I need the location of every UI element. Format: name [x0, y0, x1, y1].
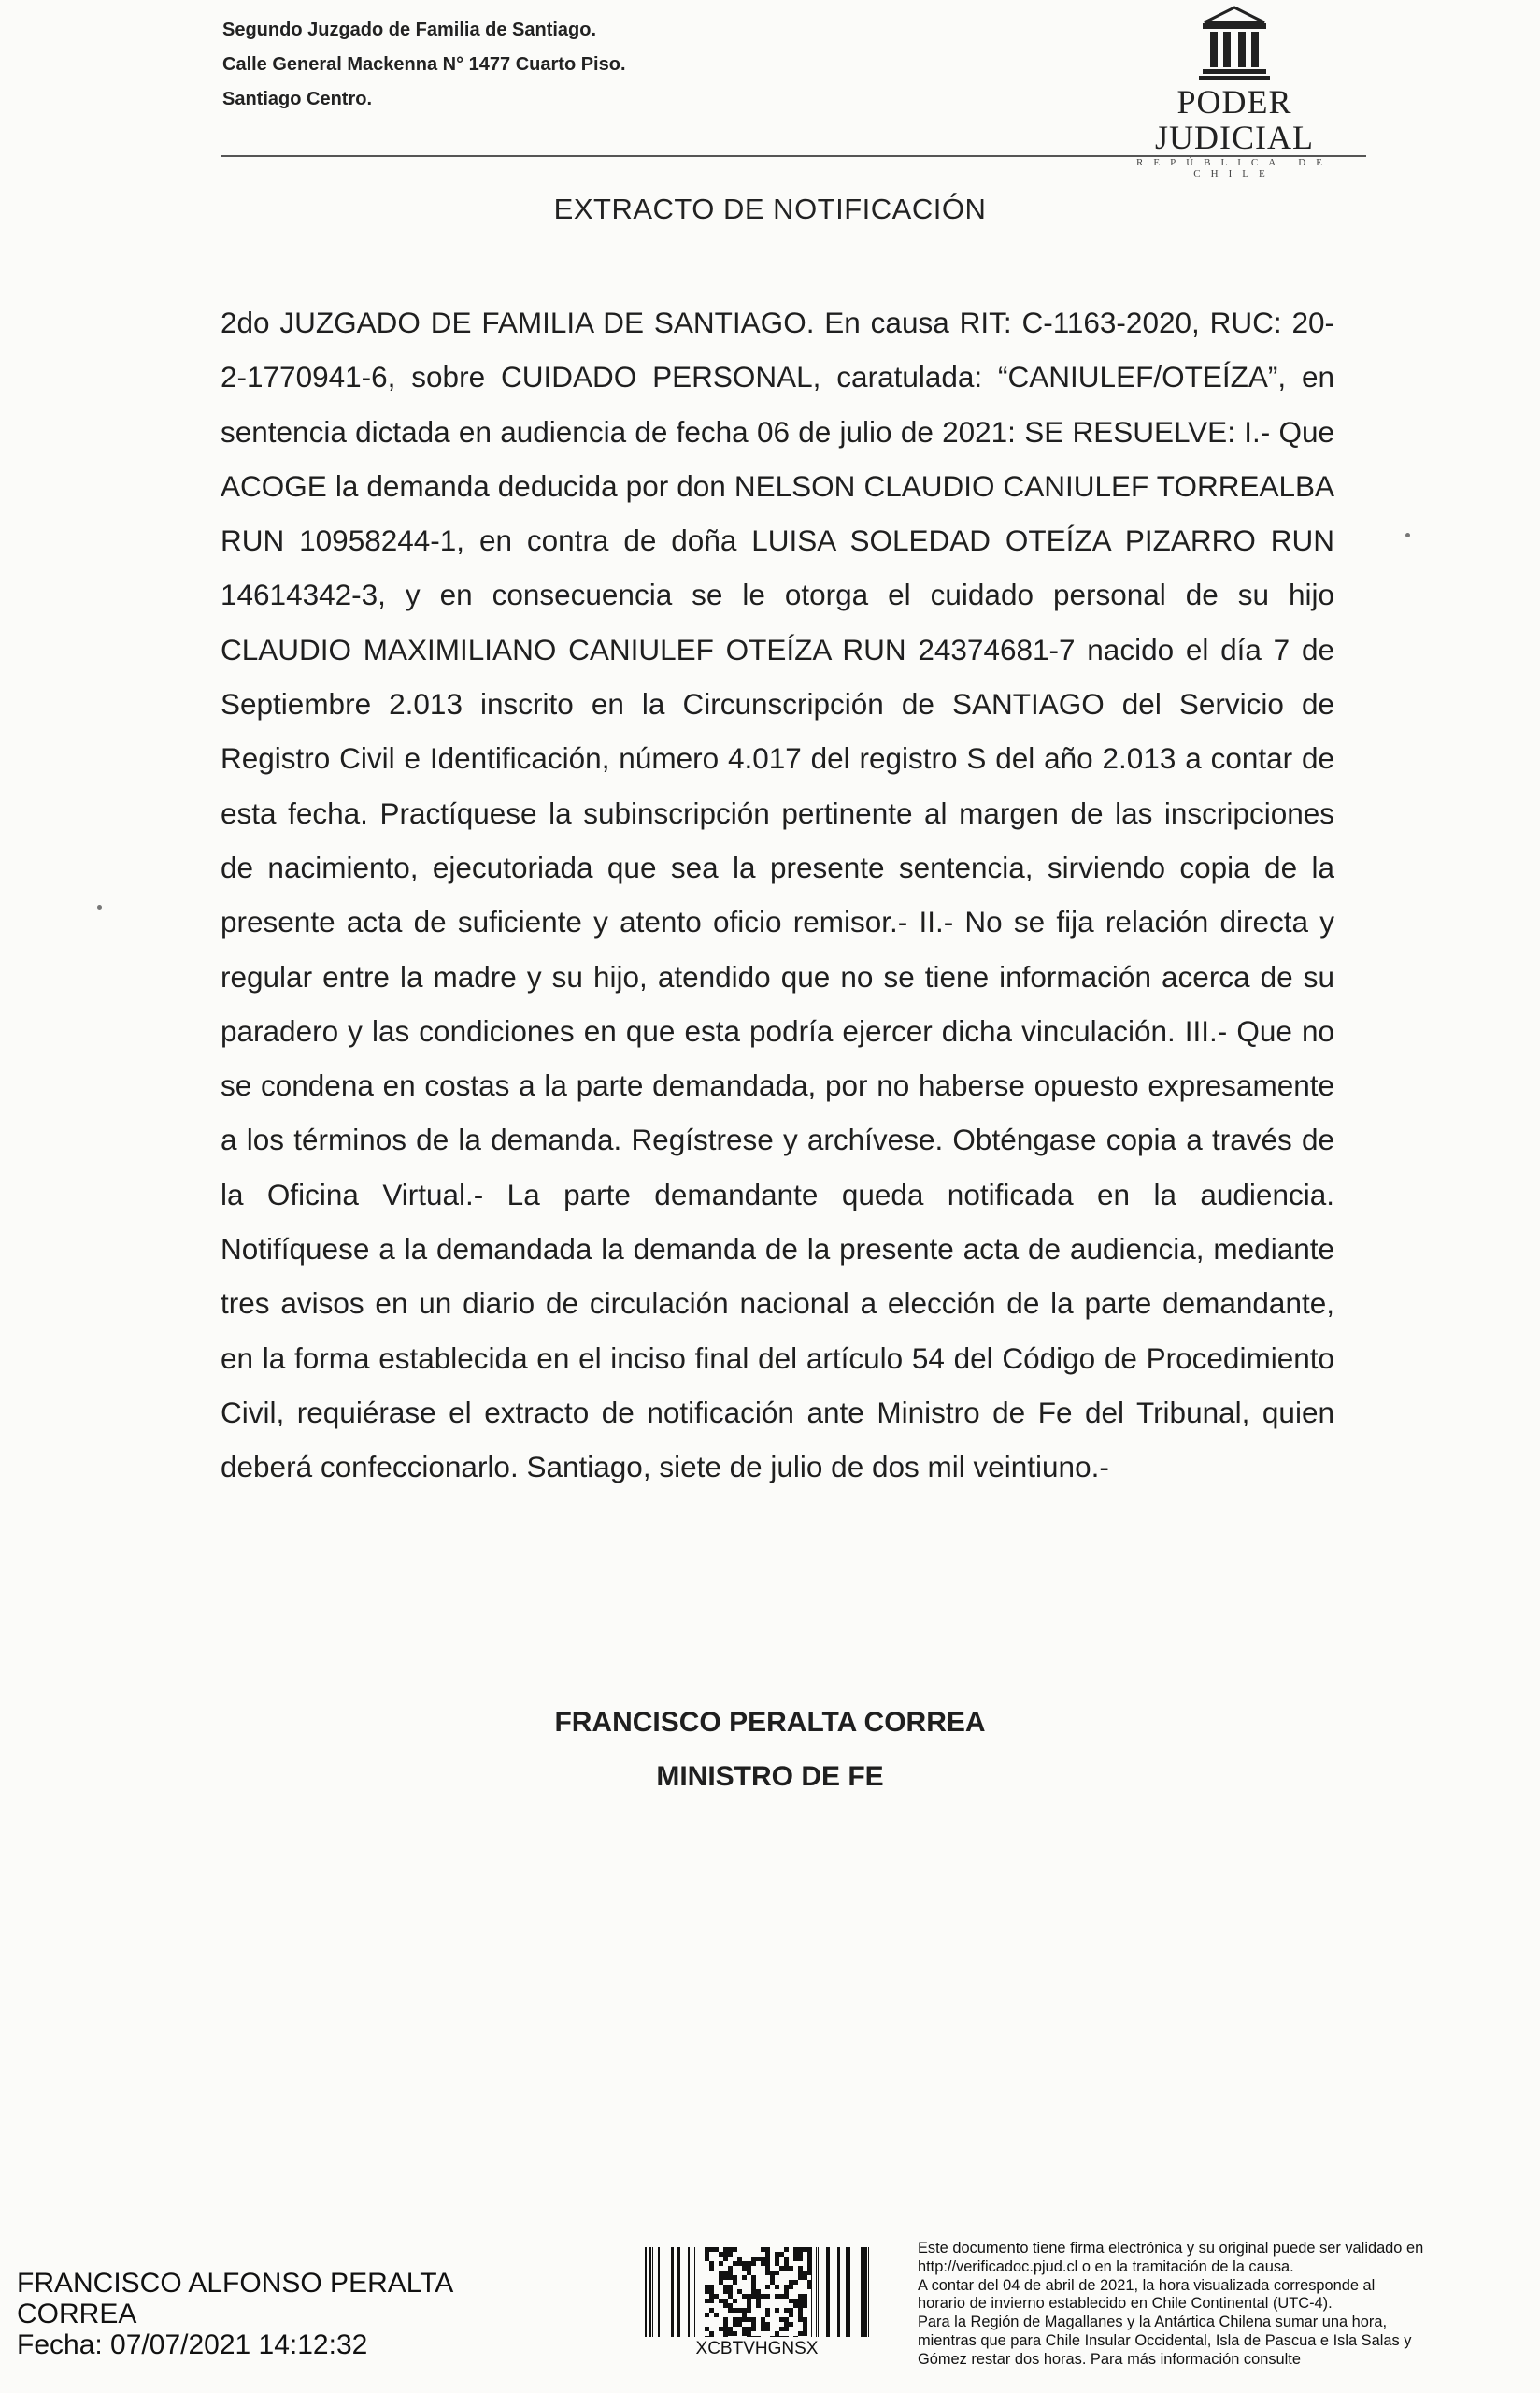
legal-line: horario de invierno establecido en Chile Continental (UTC-4).	[918, 2295, 1333, 2313]
legal-line: Este documento tiene firma electrónica y su original puede ser validado en	[918, 2240, 1424, 2257]
electronic-signer	[17, 2268, 453, 2360]
courthouse-icon	[1199, 6, 1270, 80]
court-name: Segundo Juzgado de Familia de Santiago.	[222, 20, 597, 40]
logo-subtitle: REPÚBLICA DE CHILE	[1136, 157, 1333, 179]
court-street: Calle General Mackenna N° 1477 Cuarto Piso.	[222, 54, 626, 75]
legal-notice	[918, 2240, 1525, 2370]
verification-barcode	[645, 2247, 869, 2337]
court-city: Santiago Centro.	[222, 89, 373, 109]
signer-date: Fecha: 07/07/2021 14:12:32	[17, 2329, 368, 2360]
signer-name-line-1: FRANCISCO ALFONSO PERALTA	[17, 2268, 454, 2299]
document-title: EXTRACTO DE NOTIFICACIÓN	[553, 193, 987, 225]
signer-name-line-2: CORREA	[17, 2299, 137, 2329]
notification-body: 2do JUZGADO DE FAMILIA DE SANTIAGO. En causa RIT: C-1163-2020, RUC: 20-2-1770941-6, sobre CUIDADO PERSONAL, caratulada: “CANIULEF/OTEÍZA”, en sentencia dictada en audiencia de fecha 06 de julio de 2021: SE RESUELVE: I.- Que ACOGE la demanda deducida por don NELSON CLAUDIO CANIULEF TORREALBA RUN 10958244-1, en contra de doña LUISA SOLEDAD OTEÍZA PIZARRO RUN 14614342-3, y en consecuencia se le otorga el cuidado personal de su hijo CLAUDIO MAXIMILIANO CANIULEF OTEÍZA RUN 24374681-7 nacido el día 7 de Septiembre 2.013 inscrito en la Circunscripción de SANTIAGO del Servicio de Registro Civil e Identificación, número 4.017 del registro S del año 2.013 a contar de esta fecha. Practíquese la subinscripción pertinente al margen de las inscripciones de nacimiento, ejecutoriada que sea la presente sentencia, sirviendo copia de la presente acta de suficiente y atento oficio remisor.- II.- No se fija relación directa y regular entre la madre y su hijo, atendido que no se tiene información acerca de su paradero y las condiciones en que esta podría ejercer dicha vinculación. III.- Que no se condena en costas a la parte demandada, por no haberse opuesto expresamente a los términos de la demanda. Regístrese y archívese. Obténgase copia a través de la Oficina Virtual.- La parte demandante queda notificada en la audiencia. Notifíquese a la demandada la demanda de la presente acta de audiencia, mediante tres avisos en un diario de circulación nacional a elección de la parte demandante, en la forma establecida en el inciso final del artículo 54 del Código de Procedimiento Civil, requiérase el extracto de notificación ante Ministro de Fe del Tribunal, quien deberá confeccionarlo. Santiago, siete de julio de dos mil veintiuno.-	[221, 306, 1334, 1484]
barcode-code: XCBTVHGNSX	[695, 2339, 819, 2358]
legal-line: mientras que para Chile Insular Occidental, Isla de Pascua e Isla Salas y	[918, 2331, 1412, 2349]
header-divider	[221, 155, 1366, 157]
legal-line: Para la Región de Magallanes y la Antártica Chilena sumar una hora,	[918, 2314, 1388, 2331]
court-address	[222, 13, 626, 117]
scan-speck	[97, 905, 102, 910]
scan-speck	[1405, 533, 1410, 537]
legal-line: A contar del 04 de abril de 2021, la hora visualizada corresponde al	[918, 2276, 1376, 2294]
signature-name: FRANCISCO PERALTA CORREA	[554, 1707, 986, 1738]
legal-line: http://verificadoc.pjud.cl o en la tramitación de la causa.	[918, 2257, 1294, 2275]
legal-line: Gómez restar dos horas. Para más información consulte	[918, 2350, 1301, 2368]
poder-judicial-logo	[1099, 6, 1370, 179]
logo-name: PODER JUDICIAL	[1155, 83, 1314, 156]
signature-role: MINISTRO DE FE	[656, 1761, 884, 1792]
